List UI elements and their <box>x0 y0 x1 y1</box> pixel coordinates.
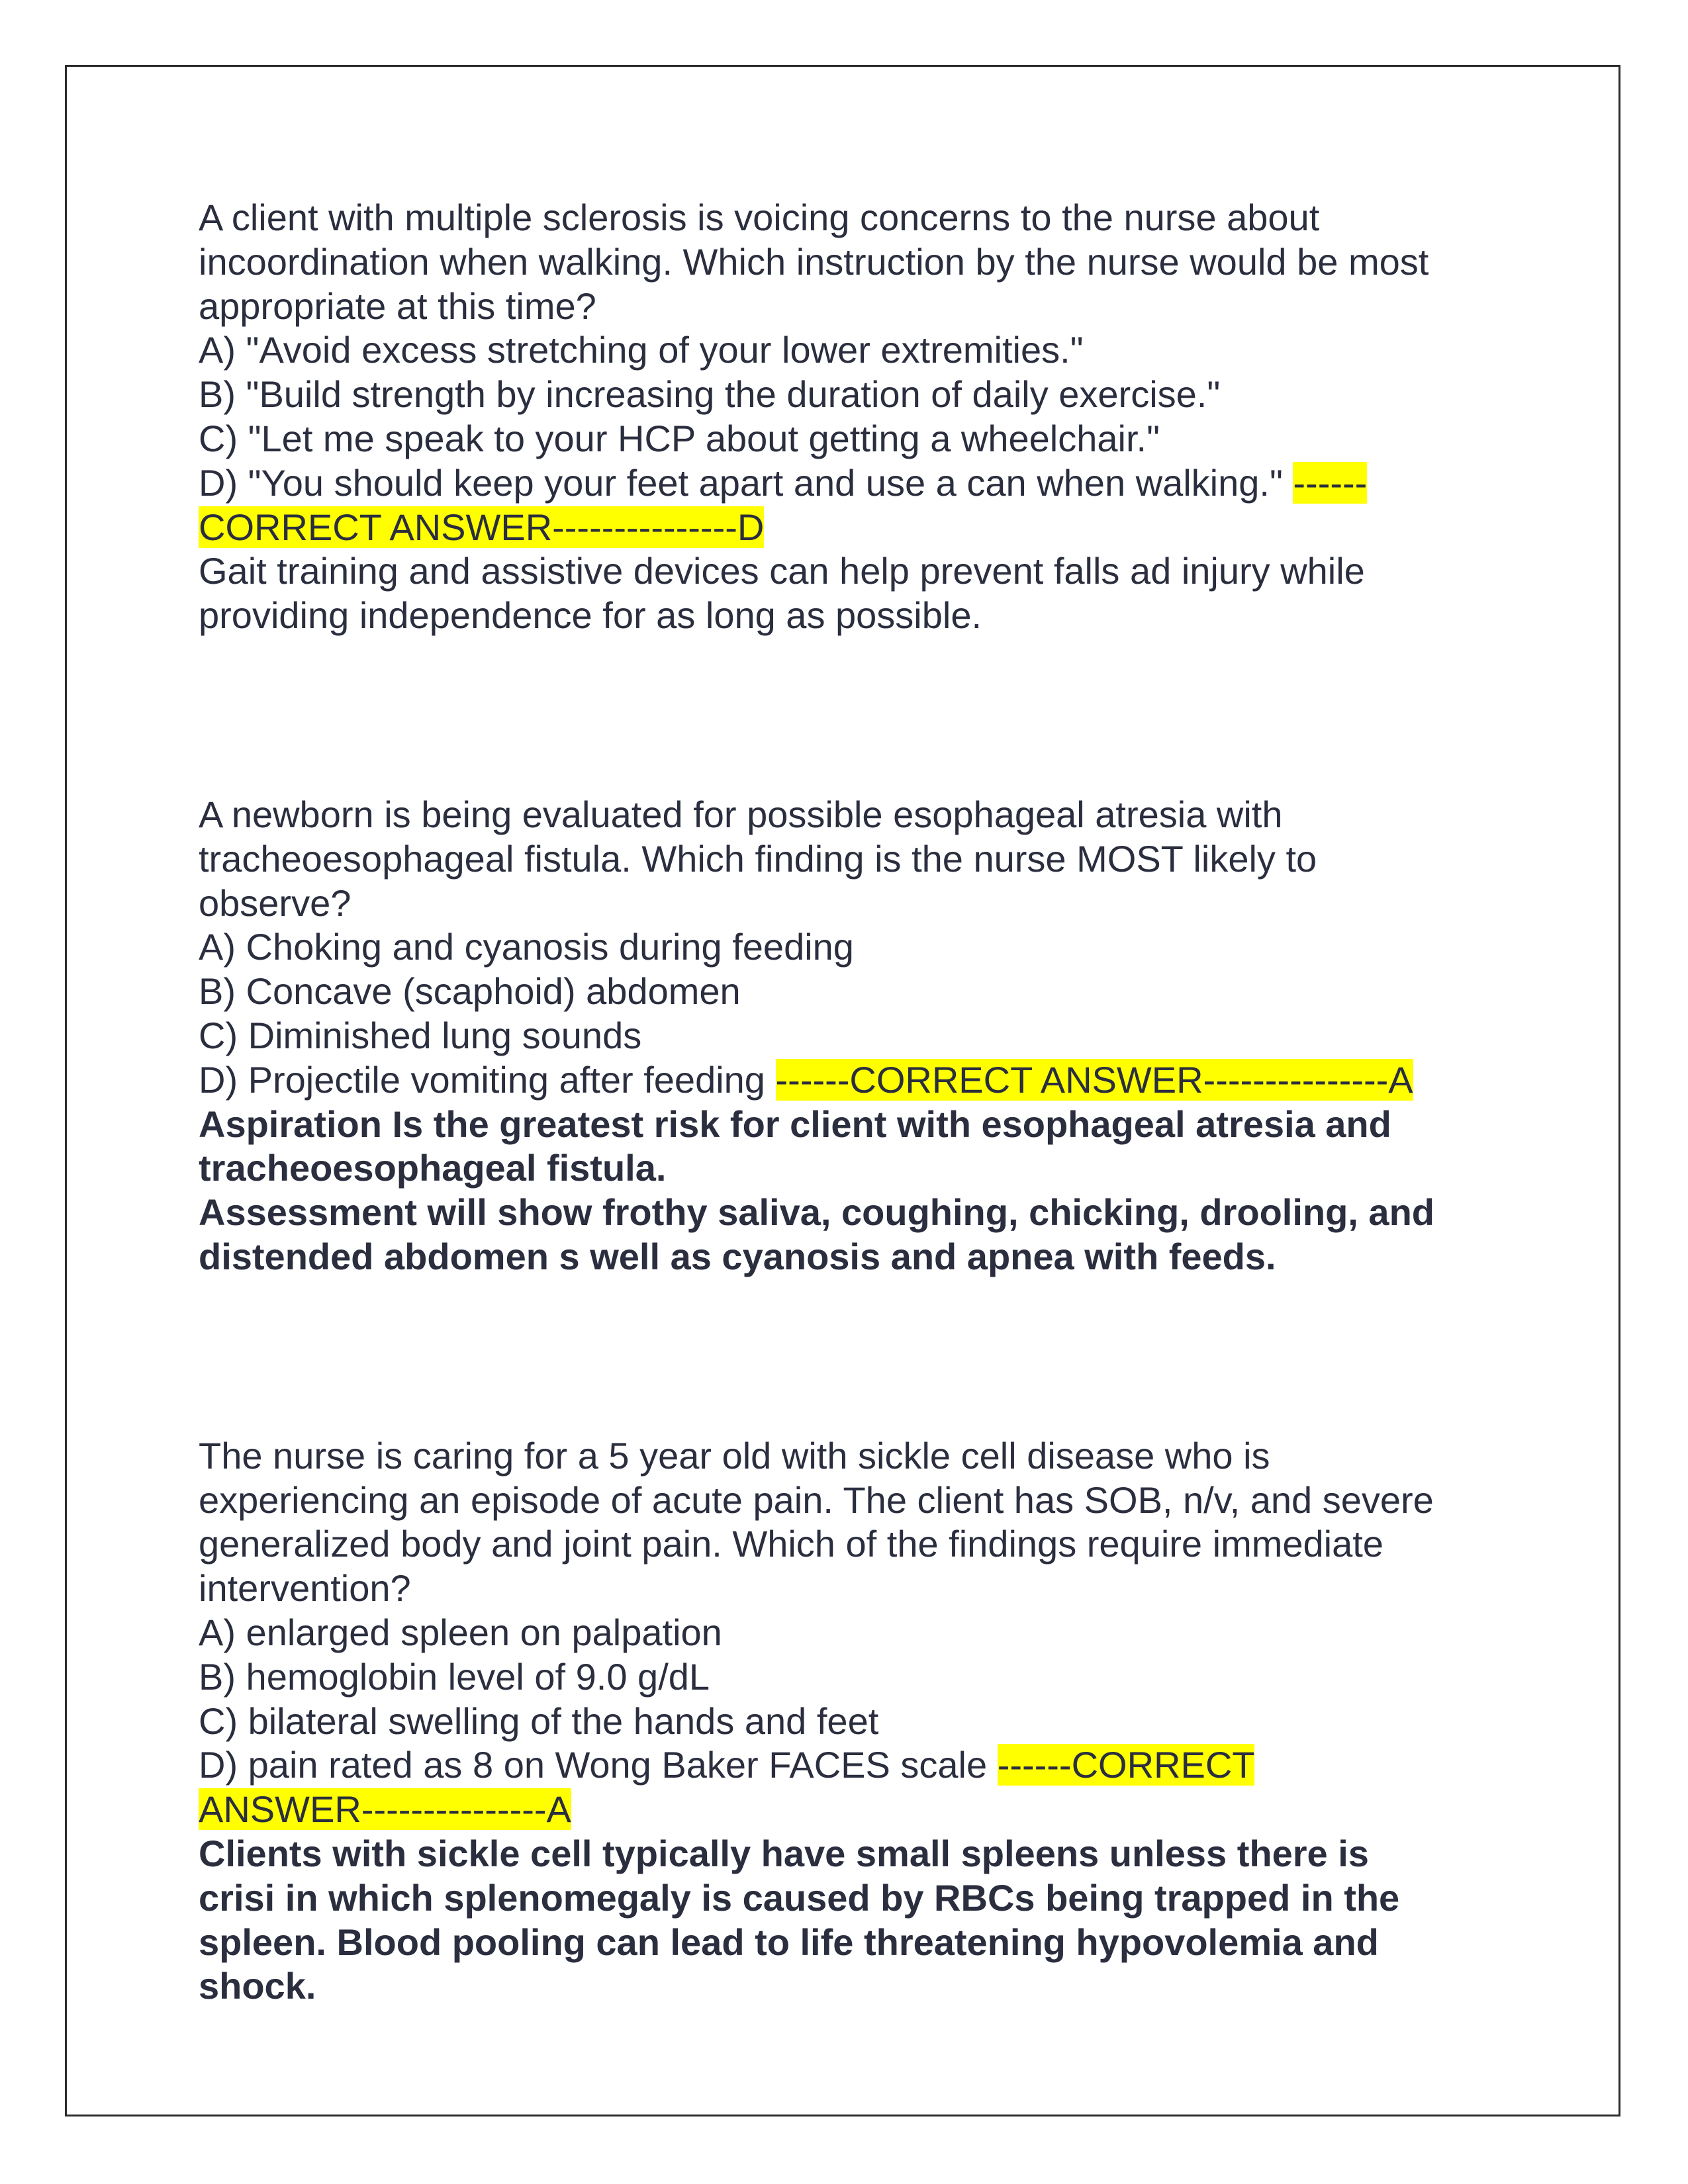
option-c: C) "Let me speak to your HCP about getting a wheelchair." <box>199 417 1160 459</box>
option-b: B) "Build strength by increasing the duration of daily exercise." <box>199 373 1221 416</box>
rationale-line: crisi in which splenomegaly is caused by RBCs being trapped in the <box>199 1876 1400 1919</box>
question-1 <box>199 196 1509 638</box>
rationale-line: Aspiration Is the greatest risk for client with esophageal atresia and <box>199 1103 1391 1145</box>
correct-answer-highlight: ------CORRECT <box>997 1744 1255 1786</box>
option-d-line <box>199 1058 1509 1103</box>
rationale-line: distended abdomen s well as cyanosis and apnea with feeds. <box>199 1235 1276 1277</box>
question-stem-line: A client with multiple sclerosis is voicing concerns to the nurse about <box>199 197 1320 238</box>
option-b: B) Concave (scaphoid) abdomen <box>199 970 741 1013</box>
correct-answer-line <box>199 1788 1509 1832</box>
rationale-line: providing independence for as long as possible. <box>199 594 982 637</box>
option-d-line <box>199 461 1509 506</box>
spacer <box>199 638 1509 793</box>
option-a: A) enlarged spleen on palpation <box>199 1611 722 1653</box>
rationale-line: tracheoesophageal fistula. <box>199 1147 667 1189</box>
question-3 <box>199 1434 1509 2009</box>
rationale-line: Gait training and assistive devices can help prevent falls ad injury while <box>199 550 1365 592</box>
correct-answer-highlight: ------CORRECT ANSWER---------------A <box>775 1058 1413 1101</box>
question-stem-line: intervention? <box>199 1567 411 1610</box>
option-c: C) bilateral swelling of the hands and feet <box>199 1700 879 1742</box>
option-a: A) "Avoid excess stretching of your lower extremities." <box>199 329 1084 371</box>
question-stem-line: appropriate at this time? <box>199 285 596 327</box>
question-stem-line: incoordination when walking. Which instruction by the nurse would be most <box>199 240 1429 283</box>
question-stem-line: The nurse is caring for a 5 year old with sickle cell disease who is <box>199 1434 1270 1477</box>
option-a: A) Choking and cyanosis during feeding <box>199 926 854 968</box>
option-d: D) pain rated as 8 on Wong Baker FACES scale <box>199 1744 988 1786</box>
option-d: D) Projectile vomiting after feeding <box>199 1058 765 1101</box>
spacer <box>199 1279 1509 1434</box>
question-stem-line: tracheoesophageal fistula. Which finding is the nurse MOST likely to <box>199 837 1317 880</box>
document-body <box>199 196 1509 2009</box>
correct-answer-highlight: ------ <box>1293 461 1368 504</box>
correct-answer-line <box>199 506 1509 550</box>
question-stem-line: A newborn is being evaluated for possible esophageal atresia with <box>199 793 1283 835</box>
rationale-line: spleen. Blood pooling can lead to life threatening hypovolemia and <box>199 1921 1379 1963</box>
rationale-line: Assessment will show frothy saliva, coughing, chicking, drooling, and <box>199 1191 1434 1234</box>
option-c: C) Diminished lung sounds <box>199 1014 642 1056</box>
question-2 <box>199 793 1509 1279</box>
question-stem-line: observe? <box>199 882 352 924</box>
option-b: B) hemoglobin level of 9.0 g/dL <box>199 1655 710 1698</box>
option-d: D) "You should keep your feet apart and use a can when walking." <box>199 461 1283 504</box>
question-stem-line: experiencing an episode of acute pain. The client has SOB, n/v, and severe <box>199 1479 1434 1521</box>
correct-answer-highlight: ANSWER---------------A <box>199 1788 571 1831</box>
correct-answer-highlight: CORRECT ANSWER---------------D <box>199 506 765 548</box>
rationale-line: Clients with sickle cell typically have small spleens unless there is <box>199 1832 1369 1874</box>
question-stem-line: generalized body and joint pain. Which of the findings require immediate <box>199 1523 1383 1565</box>
option-d-line <box>199 1743 1509 1788</box>
rationale-line: shock. <box>199 1965 316 2007</box>
